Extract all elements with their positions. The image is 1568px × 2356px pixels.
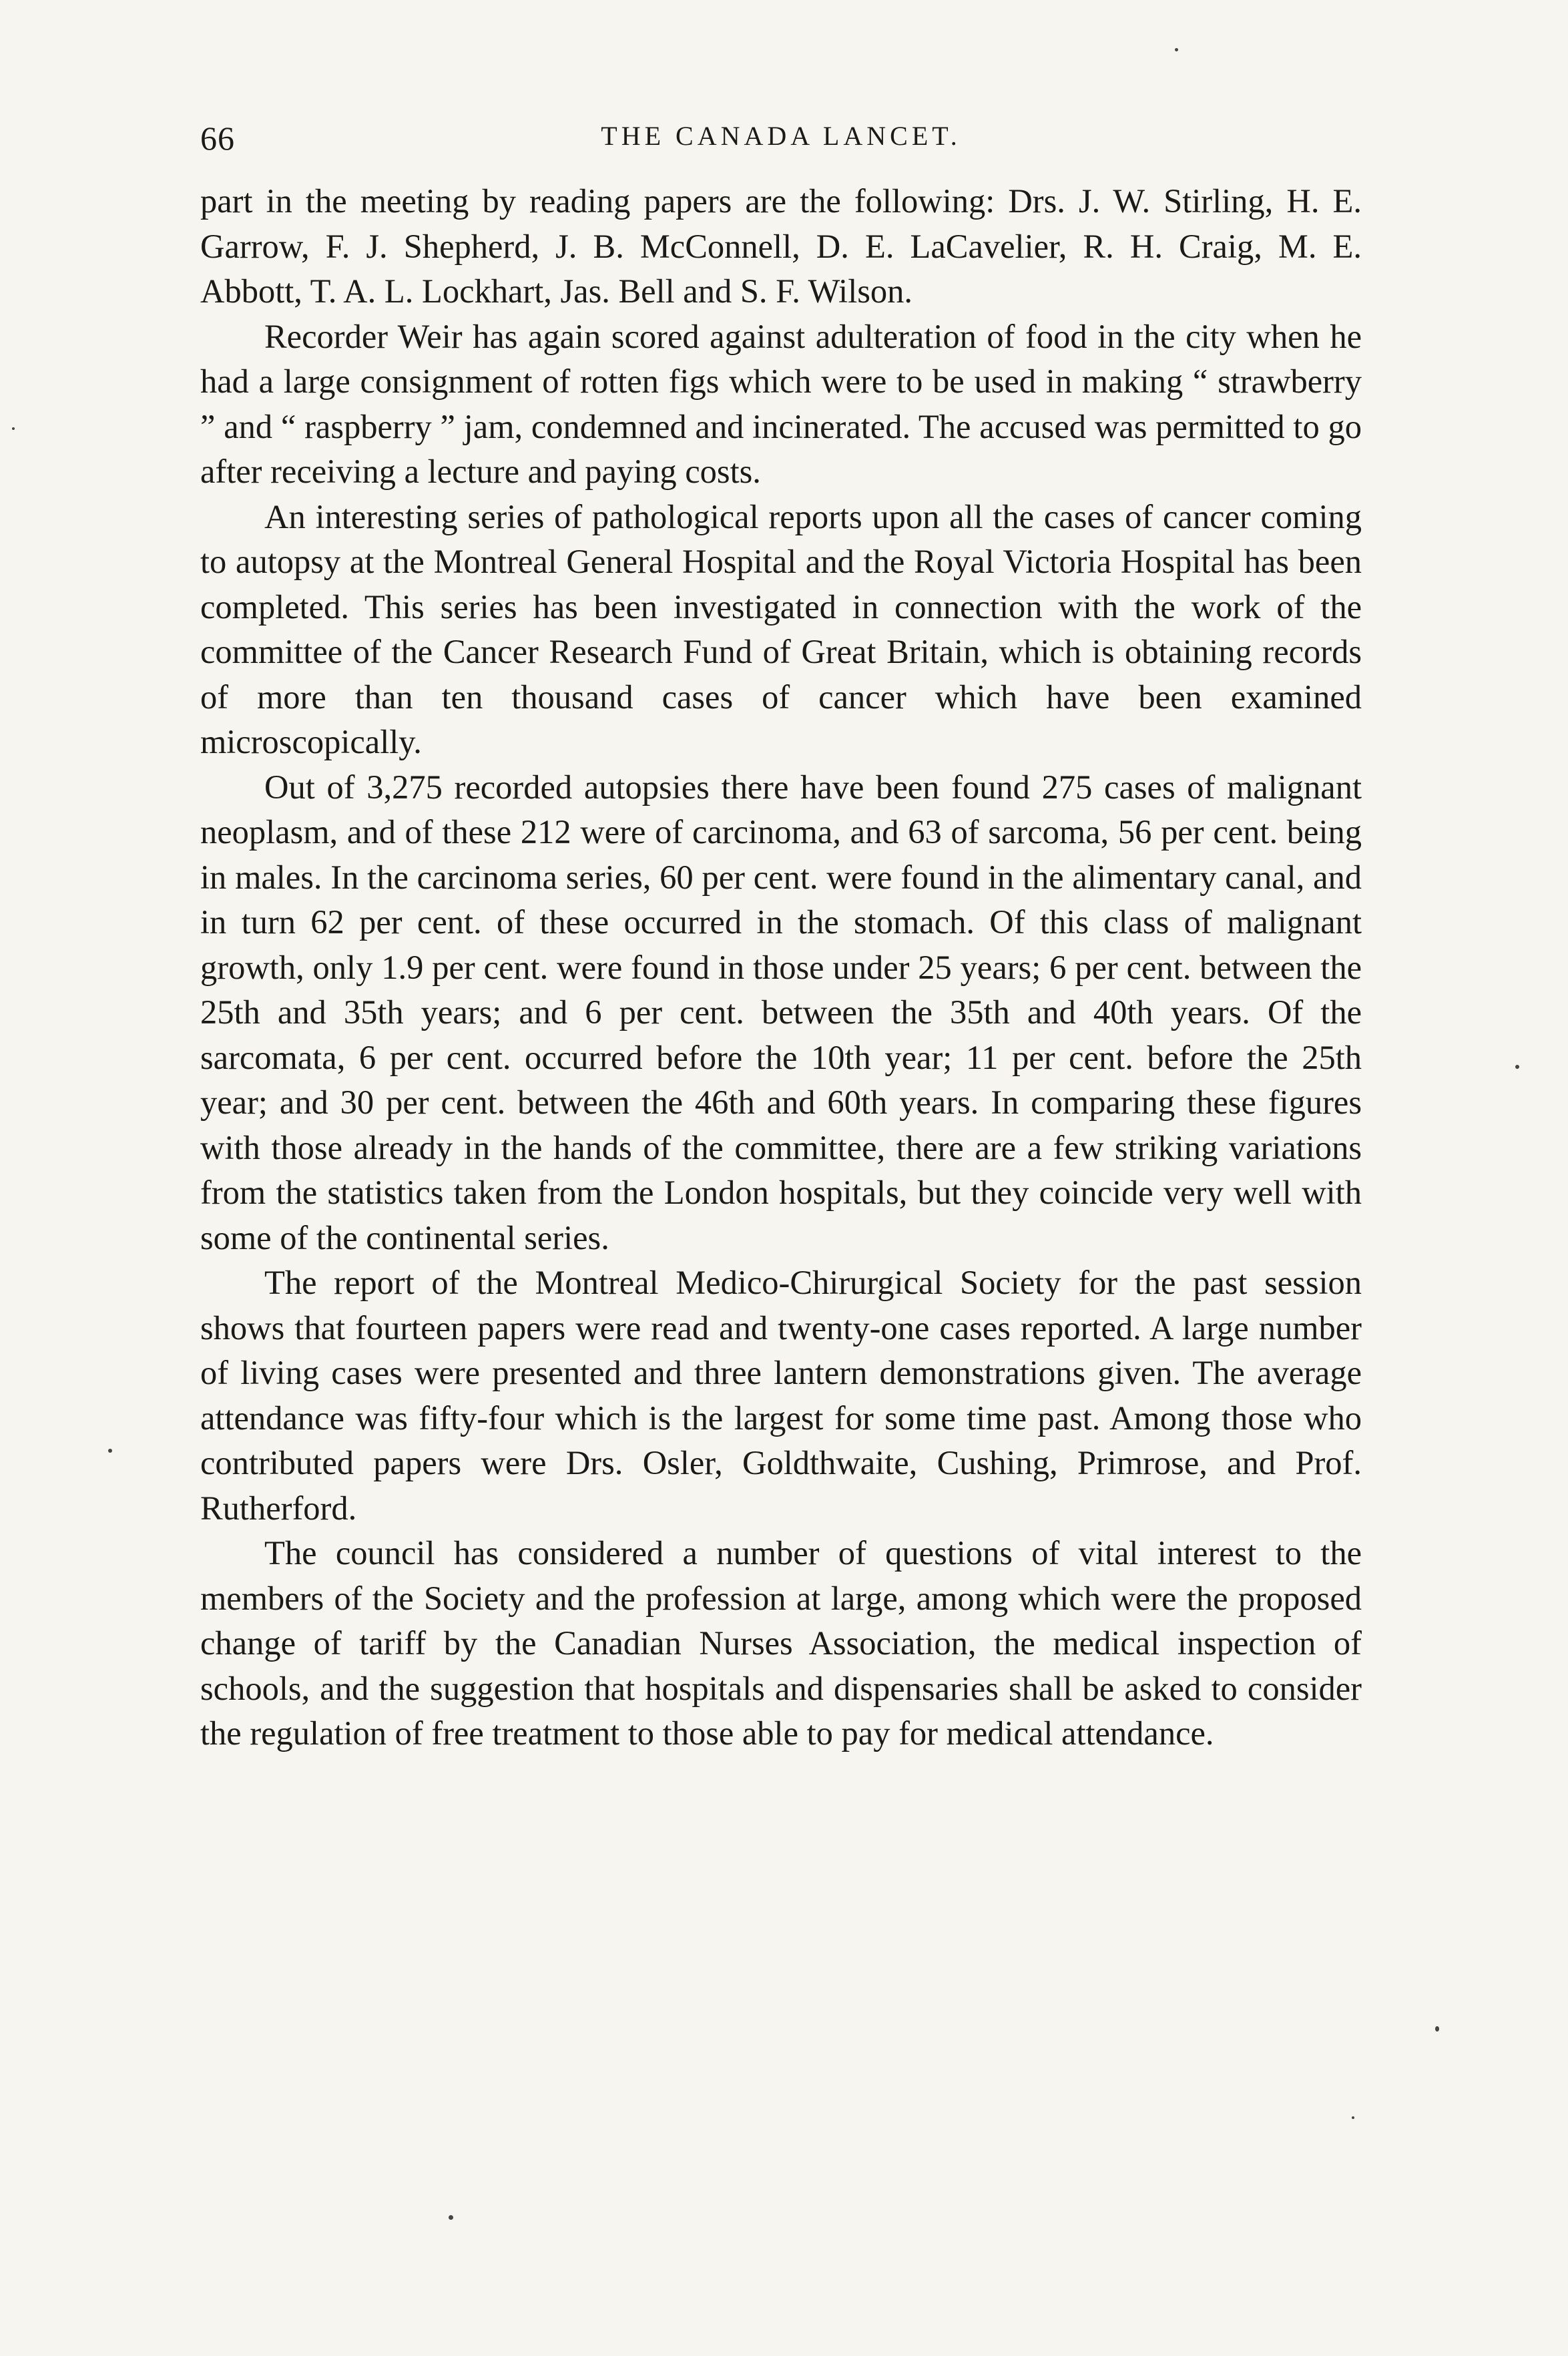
paragraph: The council has considered a number of questions of vital interest to the members of the Society and the profession at large, among which were the proposed change of tariff by the Canadian Nurses Association, the medical inspection of schools, and the suggestion that hospitals and dispensaries shall be asked to consider the regulation of free treatment to those able to pay for medical attendance. — [200, 1534, 1362, 1752]
scan-speck — [12, 427, 15, 430]
paragraph: Out of 3,275 recorded autopsies there have been found 275 cases of malignant neoplasm, and of these 212 were of carcinoma, and 63 of sarcoma, 56 per cent. being in males. In the carcinoma series, 60 per cent. were found in the alimentary canal, and in turn 62 per cent. of these occurred in the stomach. Of this class of malignant growth, only 1.9 per cent. were found in those under 25 years; 6 per cent. between the 25th and 35th years; and 6 per cent. between the 35th and 40th years. Of the sarcomata, 6 per cent. occurred before the 10th year; 11 per cent. before the 25th year; and 30 per cent. between the 46th and 60th years. In comparing these figures with those already in the hands of the committee, there are a few striking variations from the statistics taken from the London hospitals, but they coincide very well with some of the continental series. — [200, 768, 1362, 1256]
scan-speck — [449, 2215, 453, 2220]
page-header — [200, 119, 1362, 159]
scan-speck — [1515, 1065, 1519, 1069]
paragraph: Recorder Weir has again scored against adulteration of food in the city when he had a large consignment of rotten figs which were to be used in making “ strawberry ” and “ raspberry ” jam, condemned and incinerated. The accused was permitted to go after receiving a lecture and paying costs. — [200, 317, 1362, 490]
scan-speck — [108, 1449, 112, 1453]
scan-speck — [1435, 2026, 1439, 2032]
running-title: THE CANADA LANCET. — [601, 121, 961, 151]
scan-speck — [1352, 2116, 1354, 2119]
article-body — [200, 179, 1362, 1756]
paragraph: An interesting series of pathological reports upon all the cases of cancer coming to autopsy at the Montreal General Hospital and the Royal Victoria Hospital has been completed. This series has been investigated in connection with the work of the committee of the Cancer Research Fund of Great Britain, which is obtaining records of more than ten thousand cases of cancer which have been examined microscopically. — [200, 497, 1362, 760]
paragraph: The report of the Montreal Medico-Chirurgical Society for the past session shows that fourteen papers were read and twenty-one cases reported. A large number of living cases were presented and three lantern demonstrations given. The average attendance was fifty-four which is the largest for some time past. Among those who contributed papers were Drs. Osler, Goldthwaite, Cushing, Primrose, and Prof. Rutherford. — [200, 1264, 1362, 1527]
paragraph-continued: part in the meeting by reading papers are the following: Drs. J. W. Stirling, H. E. Garrow, F. J. Shepherd, J. B. McConnell, D. E. LaCavelier, R. H. Craig, M. E. Abbott, T. A. L. Lockhart, Jas. Bell and S. F. Wilson. — [200, 182, 1362, 310]
scan-speck — [1175, 48, 1178, 51]
page-number: 66 — [200, 120, 235, 157]
